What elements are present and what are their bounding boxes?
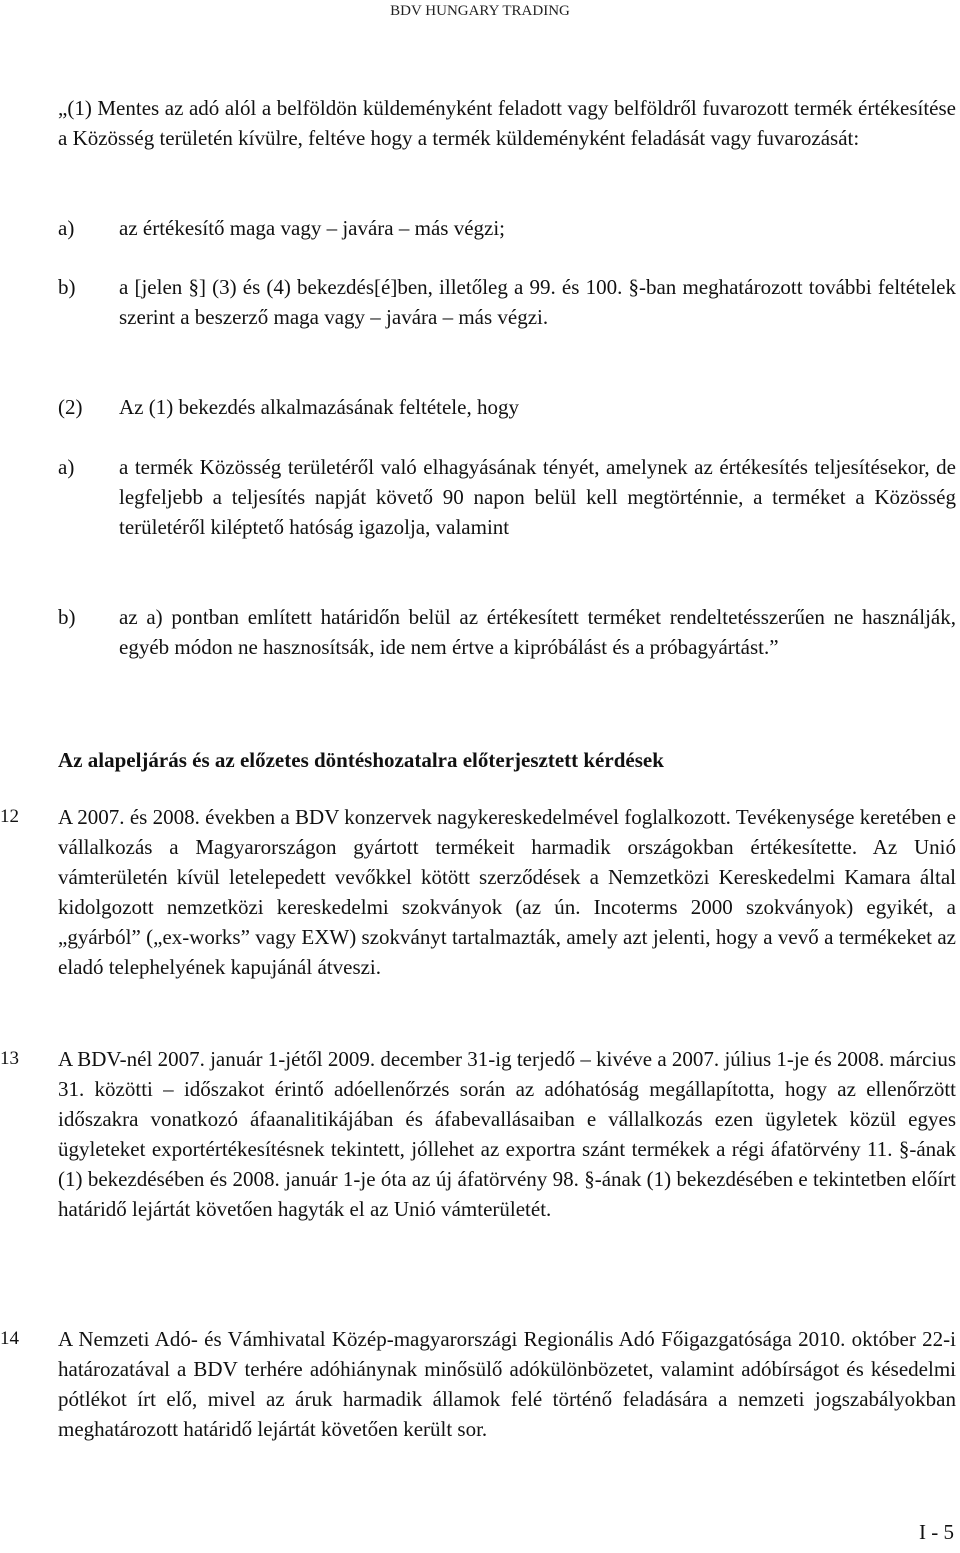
paragraph-text: A BDV-nél 2007. január 1-jétől 2009. december 31-ig terjedő – kivéve a 2007. július 1-je és 2008. március 31. közötti – időszakot érintő adóellenőrzés során az adóhatóság megállapította, hogy az ellenőrzött időszakra vonatkozó áfaanalitikájában és áfabevallásaiban e vállalkozás ezen ügyletek közül egyes ügyleteket exportértékesítésnek tekintett, jóllehet az exportra szánt termékek a régi áfatörvény 11. §-ának (1) bekezdésében és 2008. január 1-je óta az új áfatörvény 98. §-ának (1) bekezdésében e tekintetben előírt határidő lejártát követően hagyták el az Unió vámterületét. (58, 1047, 956, 1221)
quote-sub2-a-label: a) (58, 455, 75, 479)
quote-intro: „(1) Mentes az adó alól a belföldön küldeményként feladott vagy belföldről fuvarozott termék értékesítése a Közösség területén kívülre, feltéve hogy a termék küldeményként feladását vagy fuvarozását: (58, 96, 956, 150)
running-header: BDV HUNGARY TRADING (390, 3, 570, 19)
section-heading: Az alapeljárás és az előzetes döntéshozatalra előterjesztett kérdések (58, 748, 664, 772)
quote-item-a-label: a) (58, 216, 75, 240)
paragraph-text: A 2007. és 2008. években a BDV konzervek nagykereskedelmével foglalkozott. Tevékenysége keretében e vállalkozás a Magyarországon gyártott termékeit harmadik országokban értékesítette. Az Unió vámterületén kívül letelepedett vevőkkel kötött szerződések a Nemzetközi Kereskedelmi Kamara által kidolgozott nemzetközi kereskedelmi szokványok (az ún. Incoterms 2000 szokványok) egyikét, a „gyárból” („ex-works” vagy EXW) szokványt tartalmazták, amely azt jelenti, hogy a vevő a termékeket az eladó telephelyének kapujánál átveszi. (58, 805, 956, 979)
paragraph-text: A Nemzeti Adó- és Vámhivatal Közép-magyarországi Regionális Adó Főigazgatósága 2010. október 22-i határozatával a BDV terhére adóhiánynak minősülő adókülönbözetet, valamint adóbírságot és késedelmi pótlékot írt elő, mivel az áruk harmadik államok felé történő feladására a nemzeti jogszabályokban meghatározott határidő lejártát követően került sor. (58, 1327, 956, 1441)
quote-item-a-text: az értékesítő maga vagy – javára – más végzi; (119, 216, 505, 240)
page-number: I - 5 (919, 1520, 954, 1544)
quote-sub2-text: Az (1) bekezdés alkalmazásának feltétele, hogy (119, 395, 519, 419)
paragraph-number: 14 (0, 1328, 19, 1349)
paragraph-number: 13 (0, 1048, 19, 1069)
quote-sub2-b-label: b) (58, 605, 76, 629)
quote-item-b-text: a [jelen §] (3) és (4) bekezdés[é]ben, illetőleg a 99. és 100. §-ban meghatározott további feltételek szerint a beszerző maga vagy – javára – más végzi. (119, 275, 956, 329)
quote-sub2-a-text: a termék Közösség területéről való elhagyásának tényét, amelynek az értékesítés teljesítésekor, de legfeljebb a teljesítés napját követő 90 napon belül kell megtörténnie, a terméket a Közösség területéről kiléptető hatóság igazolja, valamint (119, 455, 956, 539)
quote-sub2-b-text: az a) pontban említett határidőn belül az értékesített terméket rendeltetésszerűen ne használják, egyéb módon ne hasznosítsák, ide nem értve a kipróbálást és a próbagyártást.” (119, 605, 956, 659)
quote-item-b-label: b) (58, 275, 76, 299)
quote-sub2-label: (2) (58, 395, 83, 419)
paragraph-number: 12 (0, 806, 19, 827)
